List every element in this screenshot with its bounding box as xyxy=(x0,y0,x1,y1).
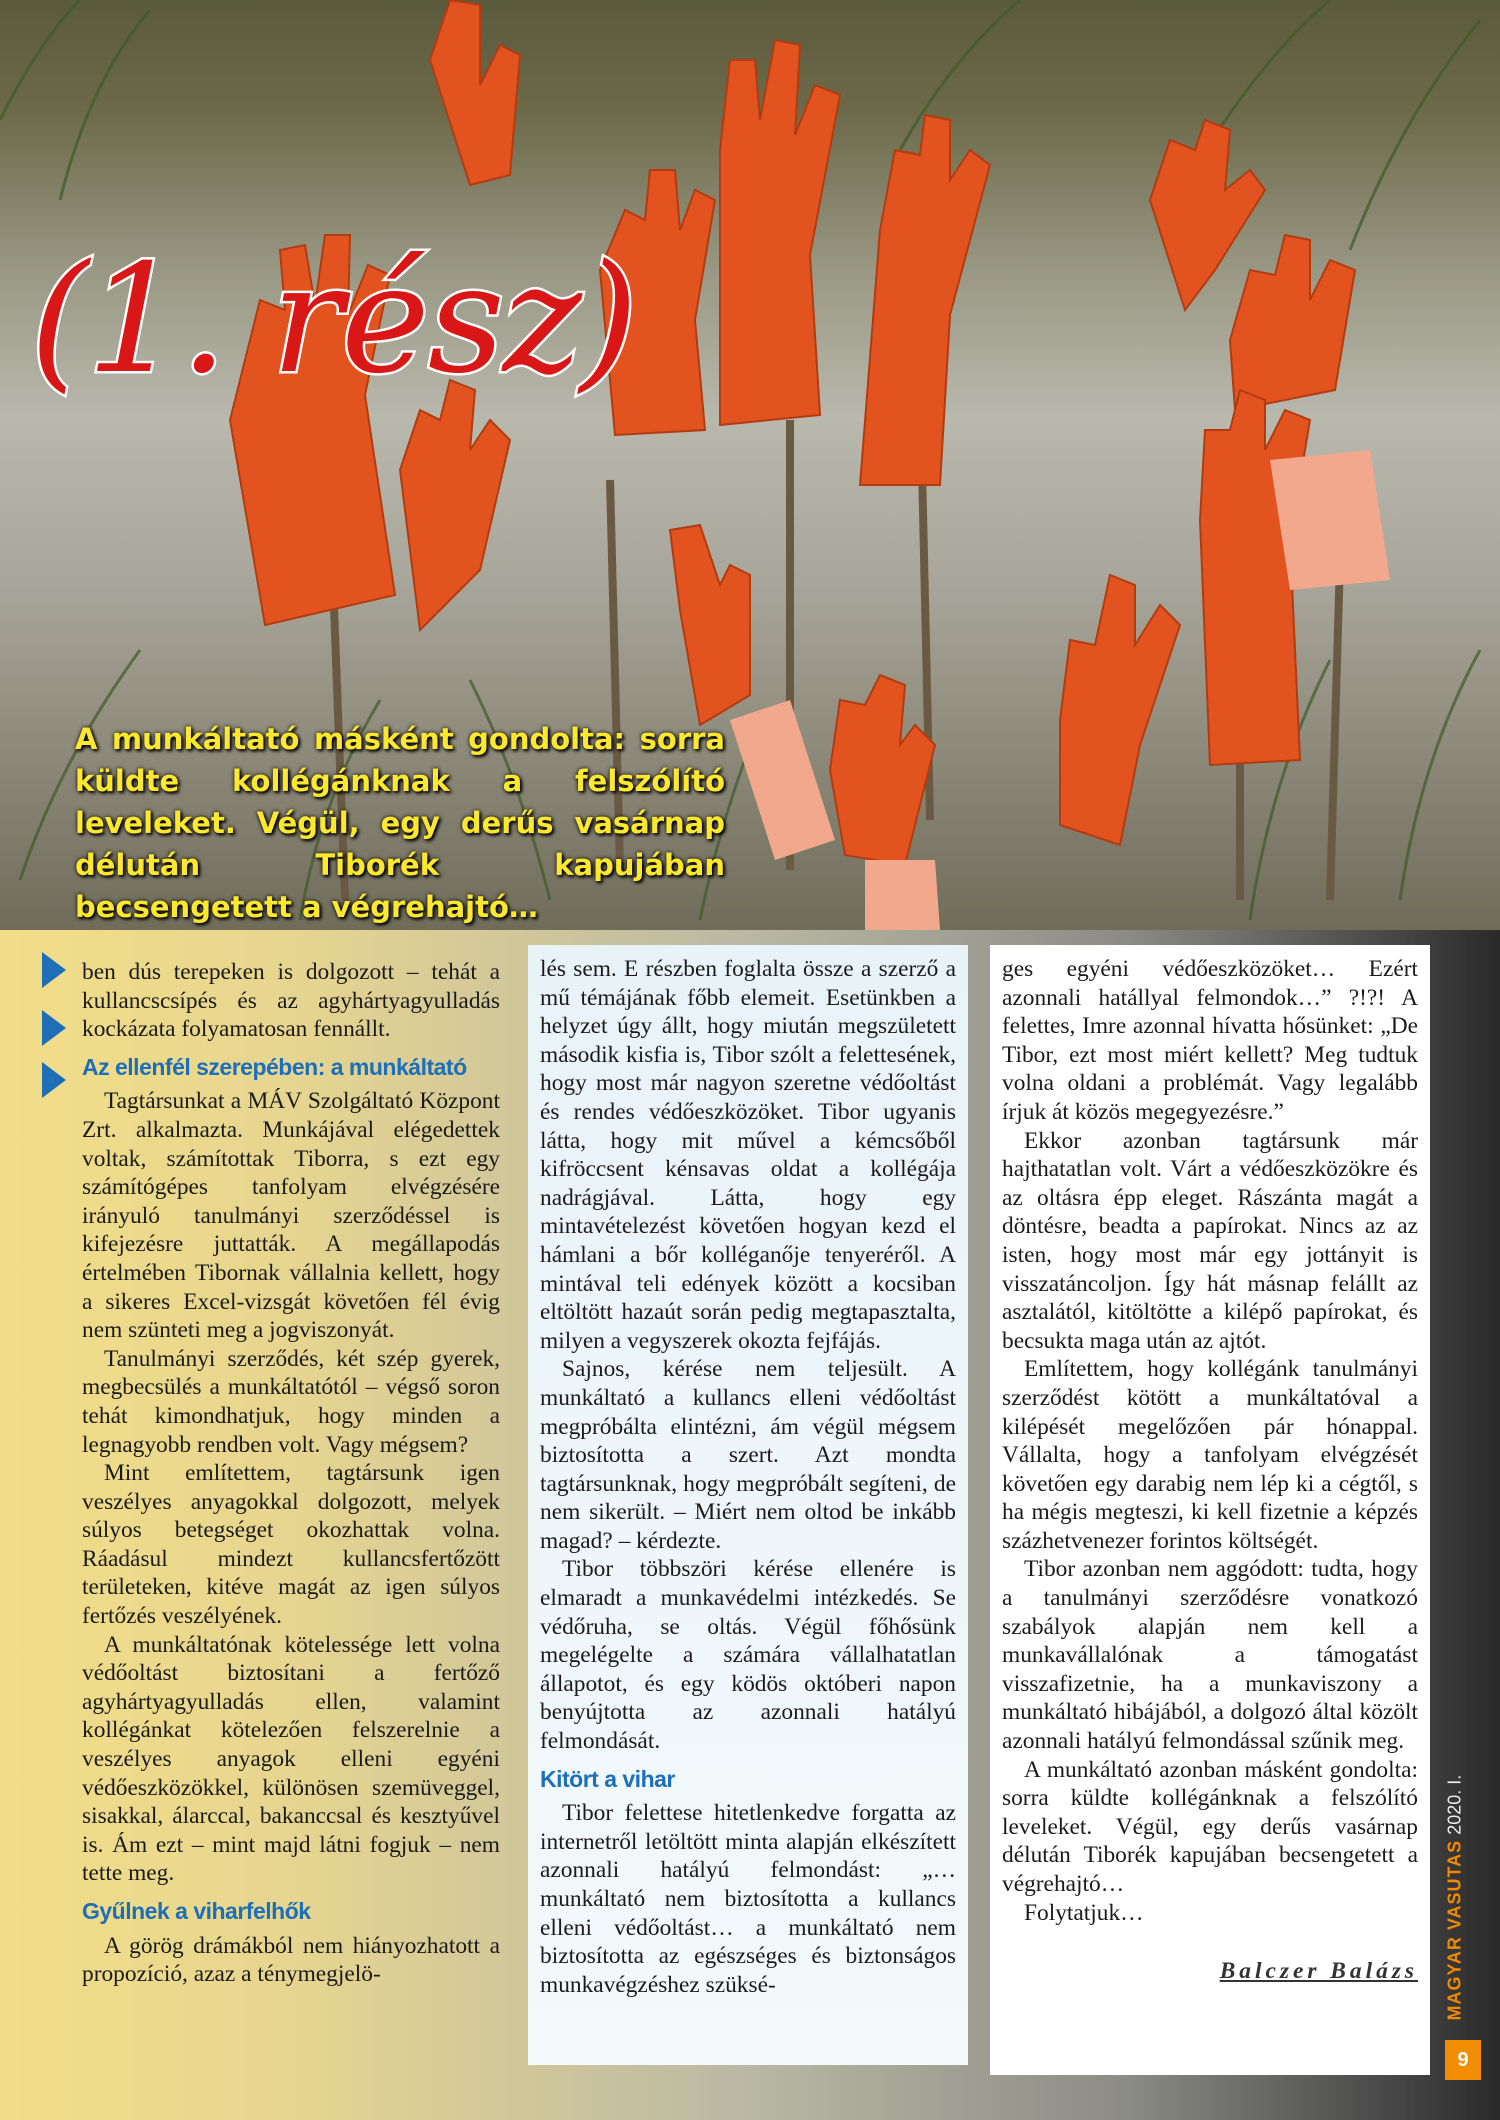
section-heading: Gyűlnek a viharfelhők xyxy=(82,1898,311,1924)
text-column-3 xyxy=(990,945,1430,2075)
paragraph: ben dús terepeken is dolgozott – tehát a kullancscsípés és az agyhártyagyulladás kockázata folyamatosan fennállt. xyxy=(82,959,500,1043)
arrow-marker-icon xyxy=(42,952,66,988)
author-signature: Balczer Balázs xyxy=(1219,1958,1418,1985)
text-column-2 xyxy=(528,945,968,2065)
section-heading: Az ellenfél szerepében: a munkáltató xyxy=(82,1053,467,1080)
page-number: 9 xyxy=(1445,2040,1481,2080)
sidebar-text xyxy=(1444,1774,1466,2021)
paragraph: A munkáltatónak kötelessége lett volna védőoltást biztosítani a fertőző agyhártyagyulladás ellen, valamint kollégánkat kötelezően felszerelnie a veszélyes anyagok elleni egyéni védőeszközökkel, különösen szemüveggel, sisakkal, álarccal, bakanccsal és kesztyűvel is. Ám ezt – mint majd látni fogjuk – nem tette meg. xyxy=(82,1631,500,1887)
headline: (1. rész) xyxy=(30,233,637,407)
header-photo xyxy=(0,0,1500,930)
lead-text: A munkáltató másként gondolta: sorra küldte kollégánknak a felszólító leveleket. Végül, egy derűs vasárnap délután Tiborék kapujában becsengetett a végrehajtó… xyxy=(75,722,725,924)
paragraph: Ekkor azonban tagtársunk már hajthatatlan volt. Várt a védőeszközökre és az oltásra épp eleget. Rászánta magát a döntésre, beadta a papírokat. Nincs az az isten, hogy most már egy jottányit is visszatáncoljon. Így hát másnap felállt az asztalától, kitöltötte a kilépő papírokat, és becsukta maga után az ajtót. xyxy=(1002,1127,1418,1354)
paragraph: A görög drámákból nem hiányozhatott a propozíció, azaz a ténymegjelö- xyxy=(82,1932,500,1988)
arrow-marker-icon xyxy=(42,1010,66,1046)
paragraph: Tibor felettese hitetlenkedve forgatta az internetről letöltött minta alapján elkészített azonnali hatályú felmondást: „… munkáltató nem biztosította a kullancs elleni védőoltást… a munkáltató nem biztosította az egészséges és biztonságos munkavégzéshez szüksé- xyxy=(540,1800,956,1998)
magazine-sidebar xyxy=(1440,1774,1470,2030)
section-heading: Kitört a vihar xyxy=(540,1765,675,1792)
paragraph: Tibor többszöri kérése ellenére is elmaradt a munkavédelmi intézkedés. Se védőruha, se oltás. Végül főhősünk megelégelte a számára vállalhatatlan állapotot, és egy ködös októberi napon benyújtotta az azonnali hatályú felmondását. xyxy=(540,1556,956,1755)
paragraph: Említettem, hogy kollégánk tanulmányi szerződést kötött a munkáltatóval a kilépését megelőzően pár hónappal. Vállalta, hogy a tanfolyam elvégzését követően egy darabig nem lép ki a cégtől, s ha mégis megteszi, ki kell fizetnie a képzés százhetvenezer forintos költségét. xyxy=(1002,1356,1418,1554)
paragraph: Tagtársunkat a MÁV Szolgáltató Központ Zrt. alkalmazta. Munkájával elégedettek voltak, számítottak Tiborra, s ezt egy számítógépes tanfolyam elvégzésére irányuló tanulmányi szerződéssel is kifejezésre juttatták. A megállapodás értelmében Tibornak vállalnia kellett, hogy a sikeres Excel-vizsgát követően fél évig nem szünteti meg a jogviszonyát. xyxy=(82,1088,500,1344)
issue-label: 2020. I. xyxy=(1444,1774,1465,1835)
paragraph: Tanulmányi szerződés, két szép gyerek, megbecsülés a munkáltatótól – végső soron tehát kimondhatjuk, hogy minden a legnagyobb rendben volt. Vagy mégsem? xyxy=(82,1345,500,1458)
paragraph: Mint említettem, tagtársunk igen veszélyes anyagokkal dolgozott, melyek súlyos betegséget okozhattak volna. Ráadásul mindezt kullancsfertőzött területeken, kitéve magát az igen súlyos fertőzés veszélyének. xyxy=(82,1460,500,1630)
arrow-marker-icon xyxy=(42,1062,66,1098)
paragraph: lés sem. E részben foglalta össze a szerző a mű témájának főbb elemeit. Esetünkben a helyzet úgy állt, hogy miután megszületett második kisfia is, Tibor szólt a felettesének, hogy most már nagyon szeretne védőoltást és rendes védőeszközöket. Tibor ugyanis látta, hogy mit művel a kémcsőből kifröccsent kénsavas oldat a kollégája nadrágjával. Látta, hogy egy mintavételezést követően hogyan kezd el hámlani a bőr kolléganője tenyeréről. A mintával teli edények között a kocsiban eltöltött hazaút során pedig megtapasztalta, milyen a vegyszerek okozta fejfájás. xyxy=(540,956,956,1354)
magazine-title: MAGYAR VASUTAS xyxy=(1444,1839,1465,2021)
paragraph: Tibor azonban nem aggódott: tudta, hogy a tanulmányi szerződésre vonatkozó szabályok alapján nem kell a munkavállalónak a támogatást visszafizetnie, ha a munkaviszony a munkáltató hibájából, a dolgozó által közölt azonnali hatályú felmondással szűnik meg. xyxy=(1002,1556,1418,1755)
paragraph: A munkáltató azonban másként gondolta: sorra küldte kollégánknak a felszólító leveleket. Végül, egy derűs vasárnap délután Tiborék kapujában becsengetett a végrehajtó… xyxy=(1002,1756,1418,1897)
paragraph: ges egyéni védőeszközöket… Ezért azonnali hatállyal felmondok…” ?!?! A felettes, Imre azonnal hívatta hősünket: „De Tibor, ezt most miért kellett? Meg tudtuk volna oldani a problémát. Vagy legalább írjuk át közös megegyezésre.” xyxy=(1002,956,1418,1125)
paragraph: Folytatjuk… xyxy=(1024,1899,1144,1926)
text-column-1 xyxy=(82,958,500,1989)
paragraph: Sajnos, kérése nem teljesült. A munkáltató a kullancs elleni védőoltást megpróbálta elintézni, ám végül mégsem biztosította a szert. Azt mondta tagtársunknak, hogy megpróbált segíteni, de nem sikerült. – Miért nem oltod be inkább magad? – kérdezte. xyxy=(540,1356,956,1554)
